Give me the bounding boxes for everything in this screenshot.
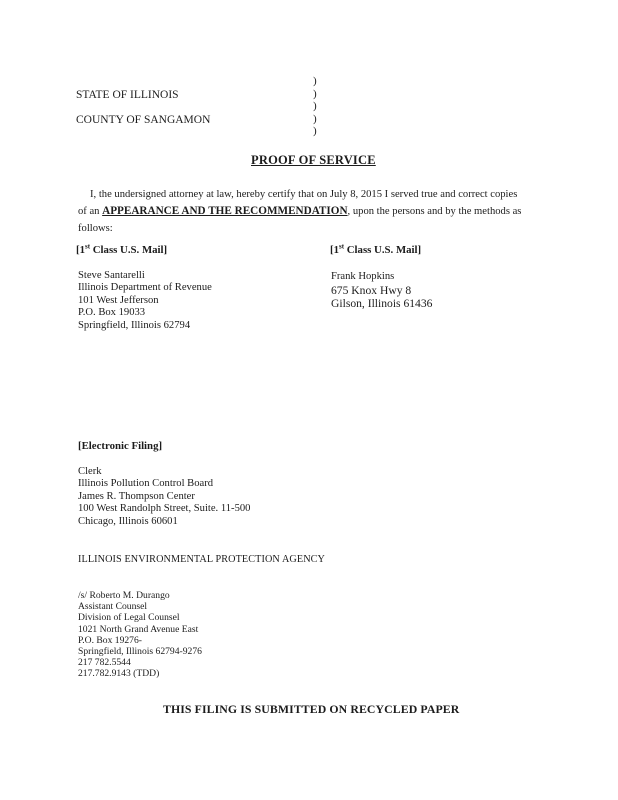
body-line-1: I, the undersigned attorney at law, hereby certify that on July 8, 2015 I served true and correct copies (90, 189, 518, 200)
served-documents: APPEARANCE AND THE RECOMMENDATION (102, 205, 348, 217)
signature-line: Springfield, Illinois 62794-9276 (78, 646, 202, 658)
signature-line: Division of Legal Counsel (78, 612, 180, 624)
paren: ) (313, 100, 317, 112)
recipient-address-right (331, 270, 432, 311)
paren: ) (313, 125, 317, 137)
signature-line: P.O. Box 19276- (78, 634, 142, 646)
certification-paragraph (78, 186, 521, 237)
address-line: Chicago, Illinois 60601 (78, 515, 178, 527)
address-line: P.O. Box 19033 (78, 307, 146, 319)
signature-line: 217.782.9143 (TDD) (78, 668, 160, 680)
address-line: Illinois Department of Revenue (78, 282, 212, 294)
caption-state: STATE OF ILLINOIS (76, 89, 179, 101)
address-line: Frank Hopkins (331, 271, 395, 282)
body-line-2-prefix: of an (78, 206, 103, 217)
signature-line: /s/ Roberto M. Durango (78, 590, 170, 601)
caption-county: COUNTY OF SANGAMON (76, 114, 211, 126)
recipient-address-left (78, 270, 212, 332)
paren: ) (313, 112, 317, 125)
address-line: 675 Knox Hwy 8 (331, 283, 412, 297)
address-line: Steve Santarelli (78, 270, 145, 281)
electronic-filing-label: [Electronic Filing] (78, 440, 163, 452)
clerk-address (78, 466, 250, 528)
body-line-2 (78, 203, 521, 220)
address-line: Illinois Pollution Control Board (78, 478, 214, 490)
address-line: Gilson, Illinois 61436 (331, 297, 433, 311)
body-line-2-suffix: , upon the persons and by the methods as (347, 206, 522, 217)
paren: ) (313, 75, 317, 87)
recycled-paper-notice: THIS FILING IS SUBMITTED ON RECYCLED PAPER (163, 702, 460, 716)
address-line: Clerk (78, 466, 102, 477)
address-line: 100 West Randolph Street, Suite. 11-500 (78, 503, 251, 515)
service-method-left: [1st Class U.S. Mail] (76, 242, 168, 256)
address-line: James R. Thompson Center (78, 490, 195, 502)
agency-name: ILLINOIS ENVIRONMENTAL PROTECTION AGENCY (78, 554, 326, 565)
address-line: Springfield, Illinois 62794 (78, 319, 191, 331)
address-line: 101 West Jefferson (78, 294, 159, 306)
service-method-right: [1st Class U.S. Mail] (330, 242, 422, 256)
paren: ) (313, 87, 317, 100)
signature-block (78, 590, 202, 680)
signature-line: Assistant Counsel (78, 601, 148, 613)
document-title: PROOF OF SERVICE (251, 153, 376, 167)
caption-parentheses (313, 75, 317, 138)
body-line-3: follows: (78, 223, 113, 234)
signature-line: 1021 North Grand Avenue East (78, 623, 199, 635)
signature-line: 217 782.5544 (78, 657, 131, 669)
